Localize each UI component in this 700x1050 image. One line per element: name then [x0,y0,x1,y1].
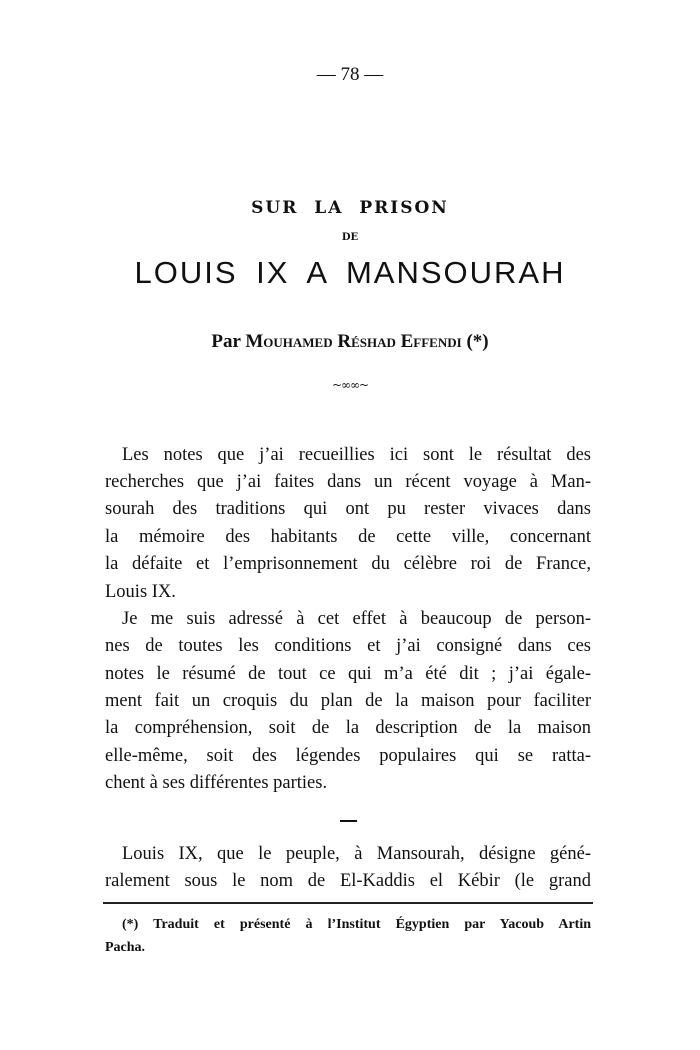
body-line: chent à ses différentes parties. [105,773,328,793]
body-line: sourah des traditions qui ont pu rester vivaces dans [105,499,591,519]
main-title: LOUIS IX A MANSOURAH [134,255,566,290]
body-line: elle-même, soit des légendes populaires qui se ratta- [105,746,591,766]
author-name: Mouhamed Réshad Effendi [245,331,462,352]
title-line-2: DE [341,232,359,243]
title-line-1: SUR LA PRISON [251,198,449,218]
body-line: la mémoire des habitants de cette ville, concernant [105,527,591,547]
footnote-line: (*) Traduit et présenté à l’Institut Égyptien par Yacoub Artin [122,917,591,932]
footnote-line: Pacha. [105,940,146,955]
body-line: Louis IX. [105,582,176,602]
body-line: nes de toutes les conditions et j’ai consigné dans ces [105,636,591,656]
byline-prefix: Par [211,331,246,352]
body-line: notes le résumé de tout ce qui m’a été dit ; j’ai égale- [105,664,591,684]
ornament: ~∞∞~ [331,378,369,392]
body-line: la compréhension, soit de la description de la maison [105,718,591,738]
byline [0,331,700,353]
body-line: Les notes que j’ai recueillies ici sont le résultat des [122,445,591,465]
page-number: — 78 — [316,64,384,85]
body-line: ment fait un croquis du plan de la maison pour faciliter [105,691,591,711]
section-dash [340,820,357,822]
body-line: Je me suis adressé à cet effet à beaucoup de person- [122,609,591,629]
body-line: recherches que j’ai faites dans un récent voyage à Man- [105,472,591,492]
footnote-rule [103,902,593,904]
body-line: Louis IX, que le peuple, à Mansourah, désigne géné- [122,844,591,864]
body-line: la défaite et l’emprisonnement du célèbre roi de France, [105,554,591,574]
footnote-marker: (*) [461,331,489,352]
body-line: ralement sous le nom de El-Kaddis el Kébir (le grand [105,871,591,891]
